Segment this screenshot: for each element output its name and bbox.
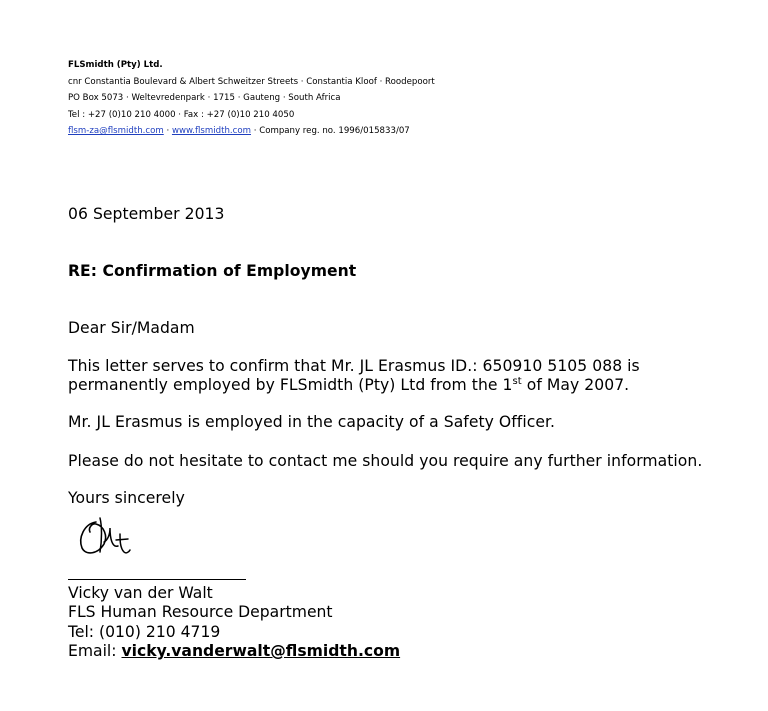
handwritten-signature <box>74 512 134 564</box>
company-website-link[interactable]: www.flsmidth.com <box>171 126 251 137</box>
signature-block <box>68 584 400 661</box>
paragraph-line: This letter serves to confirm that Mr. JL Erasmus ID.: 650910 5105 088 is <box>68 357 640 375</box>
company-phone-fax: Tel : +27 (0)10 210 4000 · Fax : +27 (0)10 210 4050 <box>68 109 295 120</box>
letter-paragraph-confirmation <box>68 357 640 394</box>
company-email-link[interactable]: flsm-za@flsmidth.com <box>68 126 164 137</box>
ordinal-suffix: st <box>512 375 522 387</box>
paragraph-text: of May 2007. <box>521 375 630 394</box>
company-address: cnr Constantia Boulevard & Albert Schweitzer Streets · Constantia Kloof · Roodepoort <box>68 76 435 87</box>
letter-paragraph-contact: Please do not hesitate to contact me should you require any further information. <box>68 452 703 470</box>
signatory-name: Vicky van der Walt <box>68 584 213 602</box>
letter-salutation: Dear Sir/Madam <box>68 319 195 337</box>
email-label: Email: <box>68 641 122 660</box>
company-name: FLSmidth (Pty) Ltd. <box>68 60 163 70</box>
letterhead <box>68 57 435 140</box>
signature-line <box>68 579 246 580</box>
company-contact-line <box>68 123 435 140</box>
signatory-email-link[interactable]: vicky.vanderwalt@flsmidth.com <box>121 641 401 660</box>
letter-subject: RE: Confirmation of Employment <box>68 262 357 280</box>
signatory-phone: Tel: (010) 210 4719 <box>68 622 221 641</box>
paragraph-line <box>68 376 640 395</box>
signatory-email-line <box>68 642 400 661</box>
letter-date: 06 September 2013 <box>68 205 225 223</box>
letter-closing: Yours sincerely <box>68 489 185 507</box>
paragraph-text: permanently employed by FLSmidth (Pty) Ltd from the 1 <box>68 375 513 394</box>
letter-paragraph-capacity: Mr. JL Erasmus is employed in the capacity of a Safety Officer. <box>68 413 556 431</box>
signatory-department: FLS Human Resource Department <box>68 603 333 622</box>
company-registration: · Company reg. no. 1996/015833/07 <box>251 126 410 137</box>
company-postal-address: PO Box 5073 · Weltevredenpark · 1715 · Gauteng · South Africa <box>68 93 341 104</box>
contact-separator: · <box>163 126 172 137</box>
